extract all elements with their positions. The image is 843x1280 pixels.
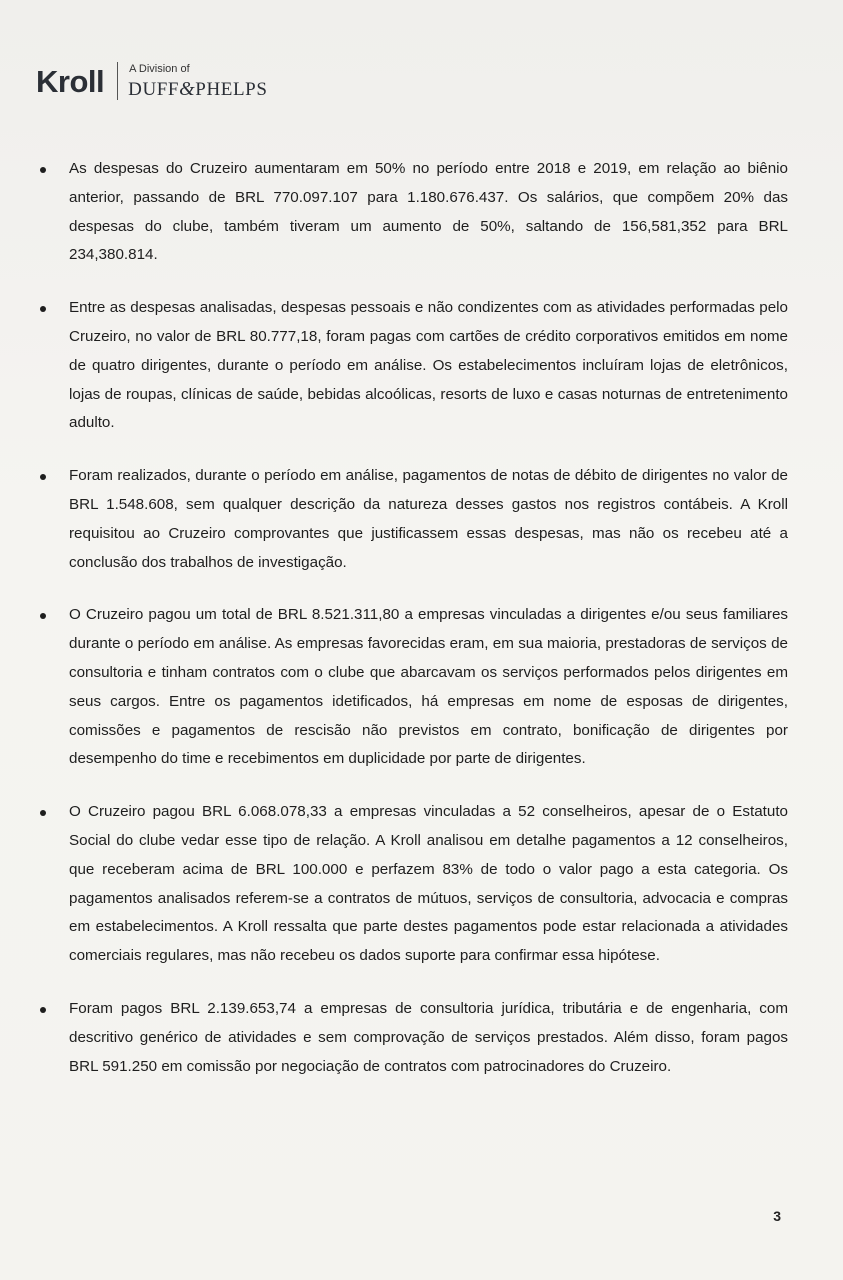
bullet-text: Entre as despesas analisadas, despesas pessoais e não condizentes com as atividades performadas pelo Cruzeiro, no valor de BRL 80.777,18, foram pagas com cartões de crédito corporativos emitidos em nome de quatro dirigentes, durante o período em análise. Os estabelecimentos incluíram lojas de eletrônicos, lojas de roupas, clínicas de saúde, bebidas alcoólicas, resorts de luxo e casas noturnas de entretenimento adulto. (69, 299, 788, 432)
bullet-text: O Cruzeiro pagou um total de BRL 8.521.311,80 a empresas vinculadas a dirigentes e/ou seus familiares durante o período em análise. As empresas favorecidas eram, em sua maioria, prestadoras de serviços de consultoria e tinham contratos com o clube que abarcavam os serviços performados pelos dirigentes em seus cargos. Entre os pagamentos idetificados, há empresas em nome de esposas de dirigentes, comissões e pagamentos de rescisão não previstos em contrato, bonificação de dirigentes por desempenho do time e recebimentos em duplicidade por parte de dirigentes. (69, 606, 788, 768)
bullet-marker (40, 306, 46, 312)
bullet-marker (40, 474, 46, 480)
bullet-marker (40, 1007, 46, 1013)
bullet-marker (40, 810, 46, 816)
parent-company-name: DUFF&PHELPS (128, 77, 268, 100)
bullet-marker (40, 613, 46, 619)
logo-divider (117, 62, 118, 100)
bullet-text: O Cruzeiro pagou BRL 6.068.078,33 a empresas vinculadas a 52 conselheiros, apesar de o Estatuto Social do clube vedar esse tipo de relação. A Kroll analisou em detalhe pagamentos a 12 conselheiros, que receberam acima de BRL 100.000 e perfazem 83% de todo o valor pago a esta categoria. Os pagamentos analisados referem-se a contratos de mútuos, serviços de consultoria, advocacia e compras em estabelecimentos. A Kroll ressalta que parte destes pagamentos pode estar relacionada a atividades comerciais regulares, mas não recebeu os dados suporte para confirmar essa hipótese. (69, 803, 788, 965)
brand-kroll: Kroll (36, 63, 105, 99)
bullet-item (36, 462, 788, 577)
bullet-item (36, 995, 788, 1081)
bullet-text: Foram pagos BRL 2.139.653,74 a empresas de consultoria jurídica, tributária e de engenharia, com descritivo genérico de atividades e sem comprovação de serviços prestados. Além disso, foram pagos BRL 591.250 em comissão por negociação de contratos com patrocinadores do Cruzeiro. (69, 999, 788, 1075)
bullet-text: As despesas do Cruzeiro aumentaram em 50% no período entre 2018 e 2019, em relação ao biênio anterior, passando de BRL 770.097.107 para 1.180.676.437. Os salários, que compõem 20% das despesas do clube, também tiveram um aumento de 50%, saltando de 156,581,352 para BRL 234,380.814. (69, 160, 788, 264)
bullet-item (36, 294, 788, 438)
bullet-text: Foram realizados, durante o período em análise, pagamentos de notas de débito de dirigentes no valor de BRL 1.548.608, sem qualquer descrição da natureza desses gastos nos registros contábeis. A Kroll requisitou ao Cruzeiro comprovantes que justificassem essas despesas, mas não os recebeu até a conclusão dos trabalhos de investigação. (69, 467, 788, 571)
bullet-item (36, 601, 788, 774)
bullet-marker (40, 167, 46, 173)
bullet-item (36, 155, 788, 270)
bullet-item (36, 798, 788, 971)
page-number: 3 (773, 1208, 781, 1224)
division-label: A Division of (129, 62, 190, 75)
letterhead-logo (36, 62, 268, 100)
brand-division-block (128, 64, 267, 99)
bullet-list (36, 155, 788, 1105)
